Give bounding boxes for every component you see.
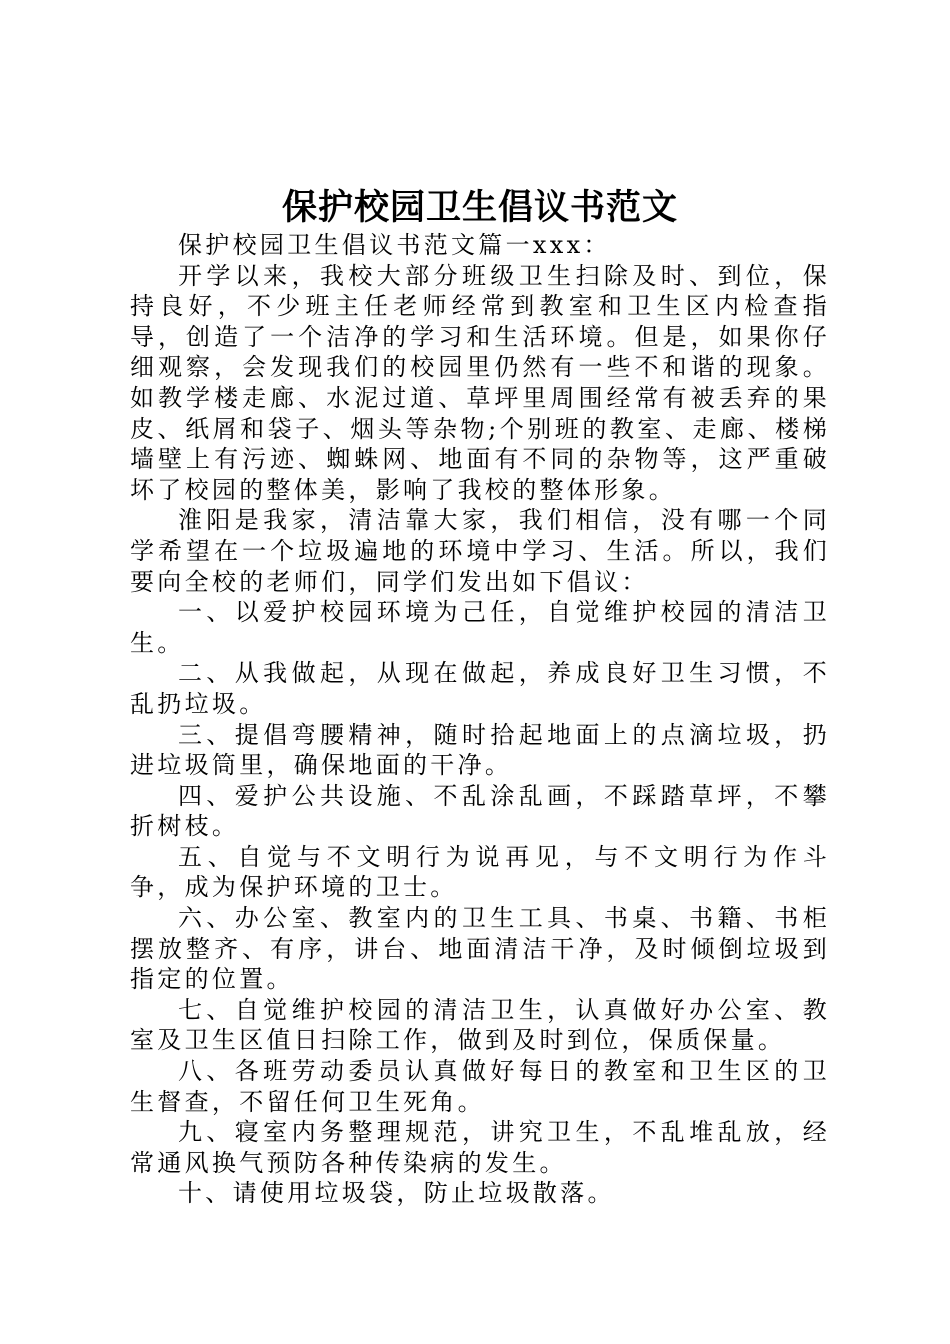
proposal-item-8: 八、各班劳动委员认真做好每日的教室和卫生区的卫生督查，不留任何卫生死角。 <box>130 1057 830 1116</box>
paragraph-appeal: 淮阳是我家，清洁靠大家，我们相信，没有哪一个同学希望在一个垃圾遍地的环境中学习、生活。所以，我们要向全校的老师们，同学们发出如下倡议： <box>130 506 830 596</box>
proposal-item-7: 七、自觉维护校园的清洁卫生，认真做好办公室、教室及卫生区值日扫除工作，做到及时到位，保质保量。 <box>130 995 830 1055</box>
document-page <box>130 186 830 1209</box>
proposal-item-1: 一、以爱护校园环境为己任，自觉维护校园的清洁卫生。 <box>130 598 830 657</box>
document-title: 保护校园卫生倡议书范文 <box>281 187 678 228</box>
proposal-item-3: 三、提倡弯腰精神，随时拾起地面上的点滴垃圾，扔进垃圾筒里，确保地面的干净。 <box>130 720 830 780</box>
proposal-item-5: 五、自觉与不文明行为说再见，与不文明行为作斗争，成为保护环境的卫士。 <box>130 842 830 902</box>
intro-line: 保护校园卫生倡议书范文篇一xxx： <box>178 231 611 259</box>
proposal-item-6: 六、办公室、教室内的卫生工具、书桌、书籍、书柜摆放整齐、有序，讲台、地面清洁干净，及时倾倒垃圾到指定的位置。 <box>130 904 830 994</box>
proposal-item-9: 九、寝室内务整理规范，讲究卫生，不乱堆乱放，经常通风换气预防各种传染病的发生。 <box>130 1118 830 1177</box>
proposal-item-2: 二、从我做起，从现在做起，养成良好卫生习惯，不乱扔垃圾。 <box>130 659 830 718</box>
paragraph-observation: 开学以来，我校大部分班级卫生扫除及时、到位，保持良好，不少班主任老师经常到教室和卫生区内检查指导，创造了一个洁净的学习和生活环境。但是，如果你仔细观察，会发现我们的校园里仍然有一些不和谐的现象。如教学楼走廊、水泥过道、草坪里周围经常有被丢弃的果皮、纸屑和袋子、烟头等杂物;个别班的教室、走廊、楼梯墙壁上有污迹、蜘蛛网、地面有不同的杂物等，这严重破坏了校园的整体美，影响了我校的整体形象。 <box>130 261 830 504</box>
proposal-item-4: 四、爱护公共设施、不乱涂乱画，不踩踏草坪，不攀折树枝。 <box>130 781 830 841</box>
proposal-item-10: 十、请使用垃圾袋，防止垃圾散落。 <box>178 1179 615 1208</box>
